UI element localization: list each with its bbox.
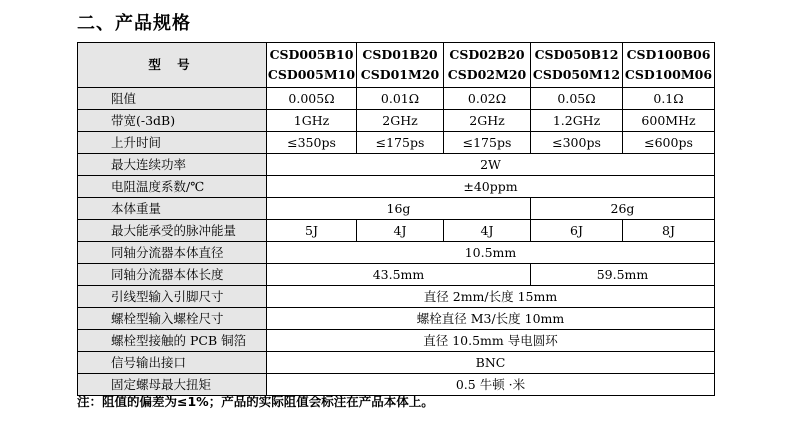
- row-label: 最大连续功率: [78, 154, 267, 176]
- table-cell: 16g: [267, 198, 531, 220]
- row-label: 螺栓型接触的 PCB 铜箔: [78, 330, 267, 352]
- table-cell: ≤600ps: [623, 132, 715, 154]
- model-m: CSD100M06: [624, 67, 713, 82]
- model-b: CSD050B12: [534, 47, 619, 62]
- table-cell: 0.02Ω: [444, 88, 531, 110]
- footnote: 注：阻值的偏差为≤1%；产品的实际阻值会标注在产品本体上。: [77, 394, 434, 409]
- table-row: [78, 330, 715, 352]
- model-m: CSD01M20: [360, 67, 440, 82]
- row-label: 螺栓型输入螺栓尺寸: [78, 308, 267, 330]
- model-cell: [444, 43, 531, 88]
- table-cell: ≤175ps: [444, 132, 531, 154]
- table-cell: 4J: [357, 220, 444, 242]
- table-row: [78, 286, 715, 308]
- table-cell: ≤175ps: [357, 132, 444, 154]
- table-cell: 2GHz: [357, 110, 444, 132]
- model-cell: [531, 43, 623, 88]
- table-cell: 2GHz: [444, 110, 531, 132]
- table-cell: ±40ppm: [267, 176, 715, 198]
- table-row: [78, 264, 715, 286]
- table-cell: 10.5mm: [267, 242, 715, 264]
- row-label: 阻值: [78, 88, 267, 110]
- table-cell: 59.5mm: [531, 264, 715, 286]
- model-b: CSD01B20: [362, 47, 438, 62]
- row-label: 同轴分流器本体长度: [78, 264, 267, 286]
- table-cell: 4J: [444, 220, 531, 242]
- row-label: 电阻温度系数/℃: [78, 176, 267, 198]
- model-b: CSD005B10: [269, 47, 354, 62]
- table-row: [78, 308, 715, 330]
- table-cell: 6J: [531, 220, 623, 242]
- section-title: 二、产品规格: [77, 13, 191, 34]
- spec-table: [77, 42, 715, 396]
- row-label: 上升时间: [78, 132, 267, 154]
- table-cell: 直径 2mm/长度 15mm: [267, 286, 715, 308]
- model-cell: [357, 43, 444, 88]
- table-cell: 26g: [531, 198, 715, 220]
- model-m: CSD005M10: [267, 67, 356, 82]
- row-label: 同轴分流器本体直径: [78, 242, 267, 264]
- row-label: 固定螺母最大扭矩: [78, 374, 267, 396]
- table-row: [78, 220, 715, 242]
- table-cell: 1.2GHz: [531, 110, 623, 132]
- row-label: 带宽(-3dB): [78, 110, 267, 132]
- table-row: [78, 198, 715, 220]
- table-cell: 8J: [623, 220, 715, 242]
- row-label: 本体重量: [78, 198, 267, 220]
- model-header-label: 型 号: [78, 43, 267, 88]
- table-cell: 43.5mm: [267, 264, 531, 286]
- table-cell: 0.5 牛顿 ·米: [267, 374, 715, 396]
- table-cell: ≤300ps: [531, 132, 623, 154]
- table-cell: 0.05Ω: [531, 88, 623, 110]
- model-b: CSD100B06: [626, 47, 711, 62]
- model-cell: [623, 43, 715, 88]
- table-cell: 1GHz: [267, 110, 357, 132]
- row-label: 最大能承受的脉冲能量: [78, 220, 267, 242]
- table-cell: BNC: [267, 352, 715, 374]
- model-m: CSD02M20: [447, 67, 527, 82]
- table-row: [78, 110, 715, 132]
- model-b: CSD02B20: [449, 47, 525, 62]
- table-row: [78, 176, 715, 198]
- table-row: [78, 352, 715, 374]
- table-cell: 0.01Ω: [357, 88, 444, 110]
- table-row-header: [78, 43, 715, 88]
- row-label: 信号输出接口: [78, 352, 267, 374]
- table-cell: 5J: [267, 220, 357, 242]
- table-cell: 螺栓直径 M3/长度 10mm: [267, 308, 715, 330]
- table-cell: 0.1Ω: [623, 88, 715, 110]
- table-cell: 0.005Ω: [267, 88, 357, 110]
- table-row: [78, 88, 715, 110]
- row-label: 引线型输入引脚尺寸: [78, 286, 267, 308]
- table-row: [78, 242, 715, 264]
- table-row: [78, 132, 715, 154]
- table-cell: 直径 10.5mm 导电圆环: [267, 330, 715, 352]
- table-cell: 2W: [267, 154, 715, 176]
- model-m: CSD050M12: [532, 67, 621, 82]
- table-row: [78, 154, 715, 176]
- table-cell: 600MHz: [623, 110, 715, 132]
- model-cell: [267, 43, 357, 88]
- table-cell: ≤350ps: [267, 132, 357, 154]
